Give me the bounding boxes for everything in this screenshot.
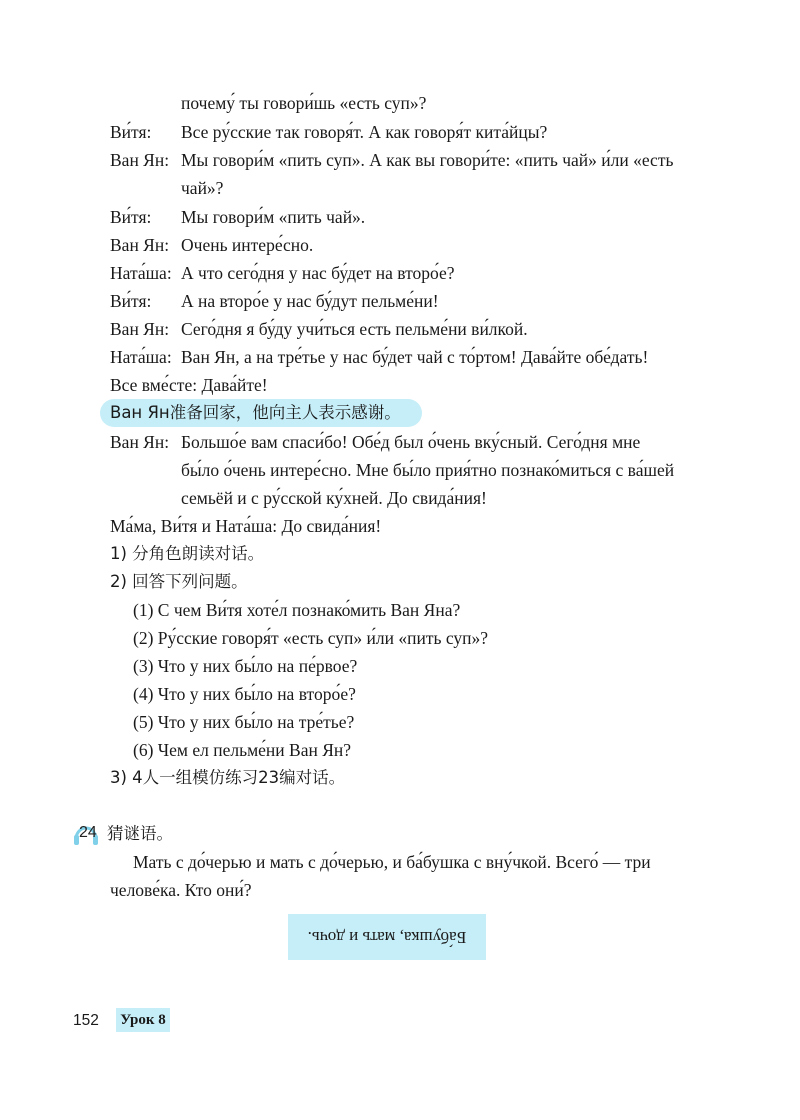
question-item: (1) С чем Ви́тя хоте́л познако́мить Ван Яна? [133, 600, 461, 620]
dialogue-line: почему́ ты говори́шь «есть суп»? [181, 93, 427, 113]
speaker-label: Ната́ша: [110, 263, 172, 283]
dialogue-line: чай»? [181, 178, 224, 198]
question-item: (3) Что у них бы́ло на пе́рвое? [133, 656, 358, 676]
answer-box [288, 914, 486, 960]
riddle-line: Мать с до́черью и мать с до́черью, и ба́бушка с вну́чкой. Всего́ — три [133, 852, 651, 872]
exercise-title: 猜谜语。 [107, 824, 173, 843]
riddle-answer: Ба́бушка, мать и дочь. [307, 928, 467, 947]
question-item: (5) Что у них бы́ло на тре́тье? [133, 712, 355, 732]
task-item: 2) 回答下列问题。 [110, 572, 248, 591]
dialogue-line: Все ру́сские так говоря́т. А как говоря́т кита́йцы? [181, 122, 548, 142]
dialogue-line: Сего́дня я бу́ду учи́ться есть пельме́ни ви́лкой. [181, 319, 528, 339]
dialogue-line: А на второ́е у нас бу́дут пельме́ни! [181, 291, 439, 311]
dialogue-line: Большо́е вам спаси́бо! Обе́д был о́чень вку́сный. Сего́дня мне [181, 432, 641, 452]
speaker-label: Ви́тя: [110, 291, 152, 311]
speaker-label: Ната́ша: [110, 347, 172, 367]
question-item: (2) Ру́сские говоря́т «есть суп» и́ли «пить суп»? [133, 628, 489, 648]
speaker-label: Ви́тя: [110, 207, 152, 227]
dialogue-line: Очень интере́сно. [181, 235, 314, 255]
dialogue-line: Мы говори́м «пить суп». А как вы говори́те: «пить чай» и́ли «есть [181, 150, 674, 170]
speaker-label: Ван Ян: [110, 235, 170, 255]
exercise-number: 24 [79, 824, 97, 841]
dialogue-line: бы́ло о́чень интере́сно. Мне бы́ло прия́тно познако́миться с ва́шей [181, 460, 675, 480]
task-item: 1) 分角色朗读对话。 [110, 544, 265, 563]
task-item: 3) 4人一组模仿练习23编对话。 [110, 768, 346, 787]
question-item: (6) Чем ел пельме́ни Ван Ян? [133, 740, 352, 760]
dialogue-line: Мы говори́м «пить чай». [181, 207, 366, 227]
page-number: 152 [73, 1012, 99, 1029]
speaker-label: Ви́тя: [110, 122, 152, 142]
dialogue-line: Ван Ян, а на тре́тье у нас бу́дет чай с то́ртом! Дава́йте обе́дать! [181, 347, 649, 367]
question-item: (4) Что у них бы́ло на второ́е? [133, 684, 356, 704]
dialogue-line: А что сего́дня у нас бу́дет на второ́е? [181, 263, 455, 283]
speaker-label: Ван Ян: [110, 319, 170, 339]
stage-direction: Ван Ян准备回家，他向主人表示感谢。 [110, 403, 401, 422]
dialogue-line: семьёй и с ру́сской ку́хней. До свида́ния! [181, 488, 487, 508]
lesson-label: Урок 8 [116, 1008, 170, 1032]
farewell-line: Ма́ма, Ви́тя и Ната́ша: До свида́ния! [110, 516, 382, 536]
all-together-line: Все вме́сте: Дава́йте! [110, 375, 268, 395]
riddle-line: челове́ка. Кто они́? [110, 880, 252, 900]
speaker-label: Ван Ян: [110, 432, 170, 452]
speaker-label: Ван Ян: [110, 150, 170, 170]
